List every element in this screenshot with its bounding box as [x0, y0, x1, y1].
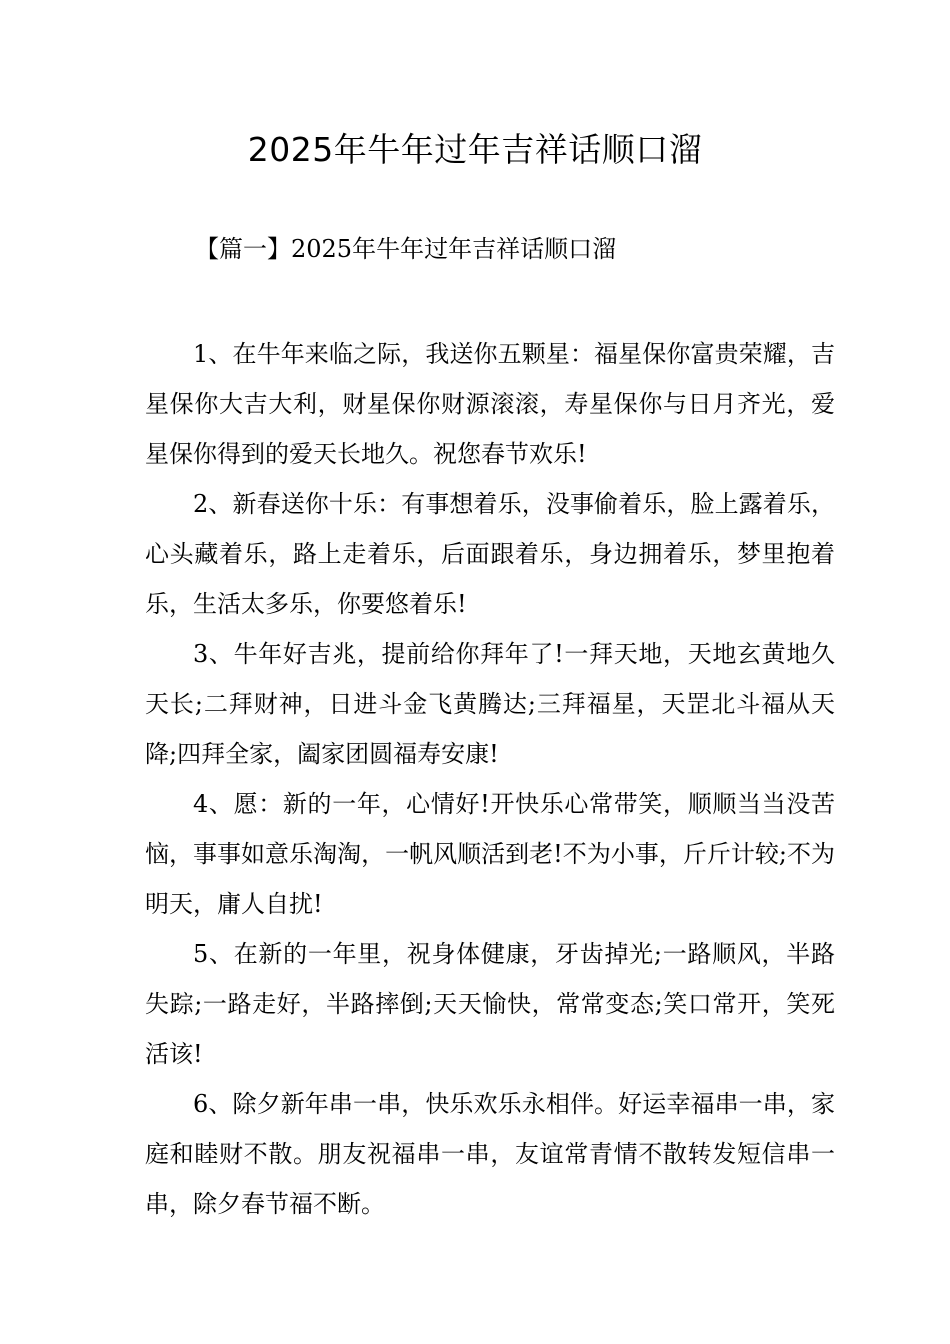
document-body [145, 329, 835, 1229]
paragraph-3: 3、牛年好吉兆，提前给你拜年了!一拜天地，天地玄黄地久天长;二拜财神，日进斗金飞黄腾达;三拜福星，天罡北斗福从天降;四拜全家，阖家团圆福寿安康! [145, 640, 835, 768]
paragraph-1: 1、在牛年来临之际，我送你五颗星：福星保你富贵荣耀，吉星保你大吉大利，财星保你财源滚滚，寿星保你与日月齐光，爱星保你得到的爱天长地久。祝您春节欢乐! [145, 340, 835, 468]
paragraph-5: 5、在新的一年里，祝身体健康，牙齿掉光;一路顺风，半路失踪;一路走好，半路摔倒;天天愉快，常常变态;笑口常开，笑死活该! [145, 940, 835, 1068]
document-title: 2025年牛年过年吉祥话顺口溜 [247, 130, 703, 169]
paragraph-2: 2、新春送你十乐：有事想着乐，没事偷着乐，脸上露着乐，心头藏着乐，路上走着乐，后面跟着乐，身边拥着乐，梦里抱着乐，生活太多乐，你要悠着乐! [145, 490, 835, 618]
section-heading: 【篇一】2025年牛年过年吉祥话顺口溜 [195, 235, 617, 263]
paragraph-6: 6、除夕新年串一串，快乐欢乐永相伴。好运幸福串一串，家庭和睦财不散。朋友祝福串一串，友谊常青情不散转发短信串一串，除夕春节福不断。 [145, 1090, 835, 1218]
paragraph-4: 4、愿：新的一年，心情好!开快乐心常带笑，顺顺当当没苦恼，事事如意乐淘淘，一帆风顺活到老!不为小事，斤斤计较;不为明天，庸人自扰! [145, 790, 835, 918]
